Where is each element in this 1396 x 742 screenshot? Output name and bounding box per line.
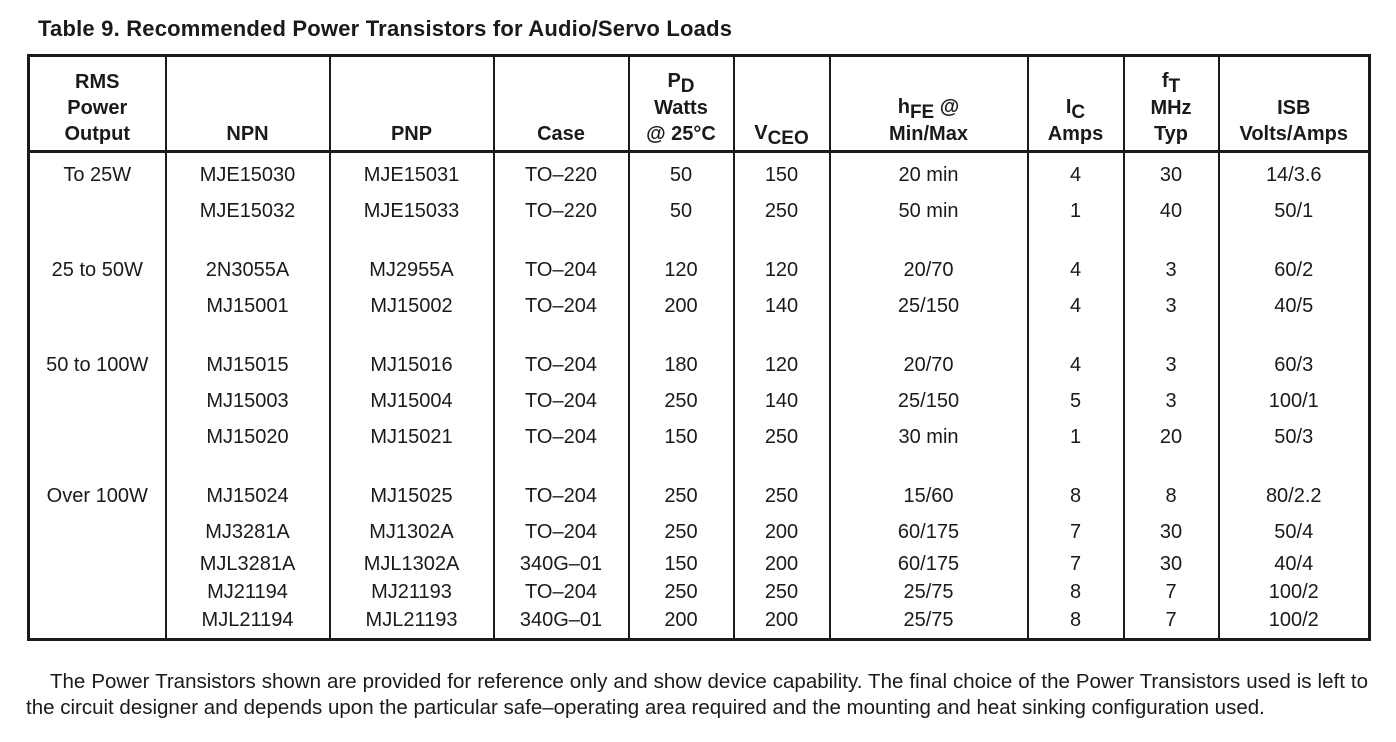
cell-case: TO–204	[494, 347, 629, 383]
header-rms-power-output: RMS Power Output	[29, 56, 166, 152]
cell-pnp: MJ15021	[330, 419, 494, 455]
cell-rms	[29, 606, 166, 640]
cell-npn: MJ15024	[166, 478, 330, 514]
cell-ft: 7	[1124, 578, 1219, 606]
cell-hfe: 25/150	[830, 288, 1028, 324]
cell-vceo: 140	[734, 288, 830, 324]
cell-case: TO–204	[494, 383, 629, 419]
cell-ic: 4	[1028, 152, 1124, 194]
cell-case: TO–220	[494, 193, 629, 229]
table-row	[29, 252, 1370, 288]
cell-isb: 40/4	[1219, 550, 1370, 578]
cell-vceo: 250	[734, 419, 830, 455]
cell-ic: 7	[1028, 550, 1124, 578]
group-spacer	[29, 455, 1370, 478]
cell-isb: 100/1	[1219, 383, 1370, 419]
cell-ft: 3	[1124, 288, 1219, 324]
group-spacer	[29, 229, 1370, 252]
cell-vceo: 200	[734, 606, 830, 640]
table-row	[29, 478, 1370, 514]
cell-ic: 7	[1028, 514, 1124, 550]
cell-ft: 8	[1124, 478, 1219, 514]
cell-pnp: MJE15031	[330, 152, 494, 194]
cell-pd: 250	[629, 478, 734, 514]
cell-ft: 40	[1124, 193, 1219, 229]
cell-ft: 7	[1124, 606, 1219, 640]
cell-ic: 4	[1028, 288, 1124, 324]
cell-pnp: MJE15033	[330, 193, 494, 229]
cell-vceo: 150	[734, 152, 830, 194]
cell-vceo: 250	[734, 478, 830, 514]
cell-pnp: MJL21193	[330, 606, 494, 640]
cell-rms	[29, 550, 166, 578]
cell-pd: 50	[629, 193, 734, 229]
cell-npn: MJ3281A	[166, 514, 330, 550]
cell-hfe: 25/150	[830, 383, 1028, 419]
table-row	[29, 550, 1370, 578]
header-npn: NPN	[166, 56, 330, 152]
group-spacer	[29, 324, 1370, 347]
cell-npn: MJ15020	[166, 419, 330, 455]
cell-vceo: 250	[734, 578, 830, 606]
cell-pnp: MJ1302A	[330, 514, 494, 550]
cell-rms: Over 100W	[29, 478, 166, 514]
cell-pnp: MJ15002	[330, 288, 494, 324]
cell-ft: 30	[1124, 152, 1219, 194]
cell-hfe: 60/175	[830, 550, 1028, 578]
table-row	[29, 514, 1370, 550]
header-isb: ISB Volts/Amps	[1219, 56, 1370, 152]
table-row	[29, 578, 1370, 606]
cell-hfe: 20/70	[830, 252, 1028, 288]
cell-case: TO–204	[494, 419, 629, 455]
cell-isb: 50/1	[1219, 193, 1370, 229]
cell-ic: 4	[1028, 347, 1124, 383]
cell-pd: 180	[629, 347, 734, 383]
cell-case: 340G–01	[494, 550, 629, 578]
cell-pd: 250	[629, 514, 734, 550]
cell-isb: 40/5	[1219, 288, 1370, 324]
cell-ic: 8	[1028, 478, 1124, 514]
cell-isb: 60/2	[1219, 252, 1370, 288]
table-row	[29, 383, 1370, 419]
cell-npn: MJ15001	[166, 288, 330, 324]
cell-pd: 200	[629, 288, 734, 324]
cell-pd: 150	[629, 550, 734, 578]
cell-case: TO–204	[494, 578, 629, 606]
cell-isb: 60/3	[1219, 347, 1370, 383]
cell-pd: 50	[629, 152, 734, 194]
cell-vceo: 120	[734, 347, 830, 383]
cell-hfe: 20 min	[830, 152, 1028, 194]
footnote-paragraph	[26, 669, 1368, 721]
cell-hfe: 20/70	[830, 347, 1028, 383]
cell-rms	[29, 288, 166, 324]
cell-ft: 3	[1124, 347, 1219, 383]
cell-rms	[29, 193, 166, 229]
cell-rms	[29, 578, 166, 606]
cell-hfe: 25/75	[830, 606, 1028, 640]
cell-ic: 8	[1028, 606, 1124, 640]
cell-isb: 14/3.6	[1219, 152, 1370, 194]
cell-ft: 30	[1124, 514, 1219, 550]
header-pd-watts: PD Watts @ 25°C	[629, 56, 734, 152]
table-row	[29, 419, 1370, 455]
cell-pd: 250	[629, 578, 734, 606]
cell-npn: MJE15030	[166, 152, 330, 194]
cell-rms: To 25W	[29, 152, 166, 194]
cell-rms	[29, 514, 166, 550]
cell-npn: MJL3281A	[166, 550, 330, 578]
cell-ft: 3	[1124, 383, 1219, 419]
header-vceo: VCEO	[734, 56, 830, 152]
cell-rms	[29, 383, 166, 419]
cell-ic: 1	[1028, 193, 1124, 229]
cell-pnp: MJL1302A	[330, 550, 494, 578]
cell-pnp: MJ15004	[330, 383, 494, 419]
cell-pnp: MJ2955A	[330, 252, 494, 288]
table-row	[29, 288, 1370, 324]
cell-case: TO–204	[494, 514, 629, 550]
cell-hfe: 15/60	[830, 478, 1028, 514]
cell-case: TO–220	[494, 152, 629, 194]
header-row	[29, 56, 1370, 152]
cell-pd: 200	[629, 606, 734, 640]
cell-pd: 250	[629, 383, 734, 419]
table-row	[29, 152, 1370, 194]
cell-rms	[29, 419, 166, 455]
cell-pnp: MJ15016	[330, 347, 494, 383]
cell-npn: 2N3055A	[166, 252, 330, 288]
cell-isb: 50/3	[1219, 419, 1370, 455]
cell-hfe: 25/75	[830, 578, 1028, 606]
cell-npn: MJ21194	[166, 578, 330, 606]
cell-hfe: 50 min	[830, 193, 1028, 229]
cell-vceo: 200	[734, 550, 830, 578]
cell-isb: 100/2	[1219, 606, 1370, 640]
cell-npn: MJL21194	[166, 606, 330, 640]
cell-hfe: 30 min	[830, 419, 1028, 455]
cell-vceo: 120	[734, 252, 830, 288]
cell-npn: MJ15003	[166, 383, 330, 419]
header-pnp: PNP	[330, 56, 494, 152]
cell-rms: 50 to 100W	[29, 347, 166, 383]
cell-isb: 80/2.2	[1219, 478, 1370, 514]
cell-ic: 1	[1028, 419, 1124, 455]
cell-vceo: 140	[734, 383, 830, 419]
footnote-text: The Power Transistors shown are provided for reference only and show device capability. The final choice of the Power Transistors used is left to the circuit designer and depends upon the particular safe–operating area required and the mounting and heat sinking configuration used.	[26, 669, 1368, 719]
cell-pd: 150	[629, 419, 734, 455]
header-case: Case	[494, 56, 629, 152]
cell-ic: 5	[1028, 383, 1124, 419]
power-transistor-table	[27, 54, 1371, 641]
cell-ft: 20	[1124, 419, 1219, 455]
cell-pd: 120	[629, 252, 734, 288]
cell-ft: 3	[1124, 252, 1219, 288]
table-row	[29, 606, 1370, 640]
cell-vceo: 200	[734, 514, 830, 550]
header-ft-mhz: fT MHz Typ	[1124, 56, 1219, 152]
cell-npn: MJE15032	[166, 193, 330, 229]
cell-ic: 4	[1028, 252, 1124, 288]
cell-isb: 100/2	[1219, 578, 1370, 606]
cell-case: TO–204	[494, 288, 629, 324]
cell-ft: 30	[1124, 550, 1219, 578]
header-ic-amps: IC Amps	[1028, 56, 1124, 152]
table-title: Table 9. Recommended Power Transistors for Audio/Servo Loads	[38, 16, 733, 41]
table-row	[29, 193, 1370, 229]
header-hfe: hFE @ Min/Max	[830, 56, 1028, 152]
table-row	[29, 347, 1370, 383]
cell-rms: 25 to 50W	[29, 252, 166, 288]
cell-isb: 50/4	[1219, 514, 1370, 550]
cell-npn: MJ15015	[166, 347, 330, 383]
cell-ic: 8	[1028, 578, 1124, 606]
cell-vceo: 250	[734, 193, 830, 229]
cell-hfe: 60/175	[830, 514, 1028, 550]
cell-pnp: MJ15025	[330, 478, 494, 514]
cell-pnp: MJ21193	[330, 578, 494, 606]
cell-case: TO–204	[494, 252, 629, 288]
cell-case: TO–204	[494, 478, 629, 514]
cell-case: 340G–01	[494, 606, 629, 640]
